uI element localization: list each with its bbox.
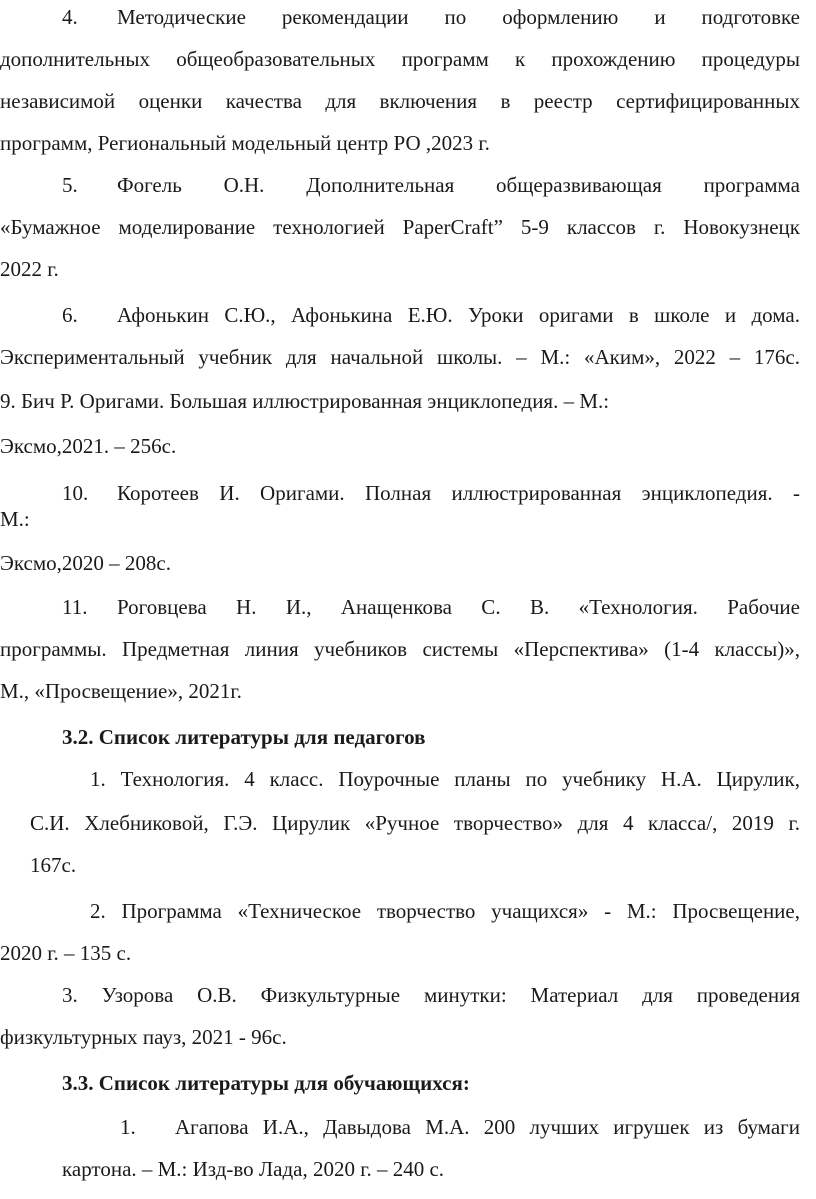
section-heading-students: 3.3. Список литературы для обучающихся:: [62, 1071, 470, 1095]
item-number: 4.: [62, 5, 78, 29]
item-6-line-2: Экспериментальный учебник для начальной школы. – М.: «Аким», 2022 – 176с.: [0, 345, 800, 369]
item-number: 10.: [62, 481, 89, 505]
item-9-line-1: 9. Бич Р. Оригами. Большая иллюстрированная энциклопедия. – М.:: [0, 389, 610, 413]
teachers-item-1-line-1: 1. Технология. 4 класс. Поурочные планы по учебнику Н.А. Цирулик,: [90, 767, 800, 791]
teachers-item-2-line-2: 2020 г. – 135 с.: [0, 941, 132, 965]
item-9-line-2: Эксмо,2021. – 256с.: [0, 434, 177, 458]
teachers-item-2-line-1: 2. Программа «Техническое творчество учащихся» - М.: Просвещение,: [90, 899, 800, 923]
item-4-line-2: дополнительных общеобразовательных программ к прохождению процедуры: [0, 47, 800, 71]
item-4-line-4: программ, Региональный модельный центр РО ,2023 г.: [0, 131, 490, 155]
item-number: 5.: [62, 173, 78, 197]
item-10-line-1: Коротеев И. Оригами. Полная иллюстрированная энциклопедия. -: [117, 481, 800, 505]
item-5-line-1: Фогель О.Н. Дополнительная общеразвивающая программа: [117, 173, 800, 197]
teachers-item-3-line-1: 3. Узорова О.В. Физкультурные минутки: Материал для проведения: [62, 983, 800, 1007]
students-item-1-line-1: Агапова И.А., Давыдова М.А. 200 лучших игрушек из бумаги: [175, 1115, 800, 1139]
students-item-1-line-2: картона. – М.: Изд-во Лада, 2020 г. – 240 с.: [62, 1157, 445, 1181]
item-4-line-3: независимой оценки качества для включения в реестр сертифицированных: [0, 89, 800, 113]
teachers-item-1-line-2: С.И. Хлебниковой, Г.Э. Цирулик «Ручное творчество» для 4 класса/, 2019 г.: [30, 811, 800, 835]
item-11-line-1: Роговцева Н. И., Анащенкова С. В. «Технология. Рабочие: [117, 595, 800, 619]
item-11-line-2: программы. Предметная линия учебников системы «Перспектива» (1-4 классы)»,: [0, 637, 800, 661]
section-heading-teachers: 3.2. Список литературы для педагогов: [62, 725, 426, 749]
teachers-item-1-line-3: 167с.: [30, 853, 77, 877]
item-4-line-1: Методические рекомендации по оформлению и подготовке: [117, 5, 800, 29]
item-number: 6.: [62, 303, 78, 327]
item-6-line-1: Афонькин С.Ю., Афонькина Е.Ю. Уроки оригами в школе и дома.: [117, 303, 800, 327]
item-number: 1.: [120, 1115, 136, 1139]
item-10-line-3: Эксмо,2020 – 208с.: [0, 551, 171, 575]
item-number: 11.: [62, 595, 88, 619]
teachers-item-3-line-2: физкультурных пауз, 2021 - 96с.: [0, 1025, 287, 1049]
item-11-line-3: М., «Просвещение», 2021г.: [0, 679, 242, 703]
item-10-line-2: М.:: [0, 507, 30, 531]
item-5-line-2: «Бумажное моделирование технологией PaperCraft” 5-9 классов г. Новокузнецк: [0, 215, 800, 239]
item-5-line-3: 2022 г.: [0, 257, 59, 281]
